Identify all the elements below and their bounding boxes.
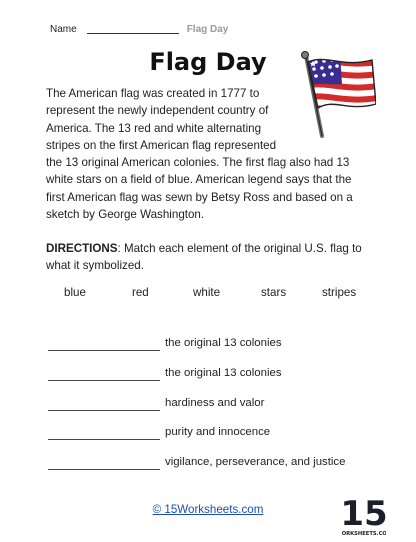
match-clue: the original 13 colonies [165,337,282,349]
answer-blank[interactable] [48,469,160,470]
passage-line: stripes on the first American flag represented [46,138,277,152]
passage-line: the 13 original American colonies. The first flag also had 13 [46,156,350,170]
directions-label: DIRECTIONS [46,242,118,255]
match-clue: the original 13 colonies [165,367,282,379]
answer-blank[interactable] [48,410,160,411]
badge-number: 15 [342,494,386,534]
word-bank-item: red [132,286,149,299]
word-bank-item: stars [261,286,287,299]
badge-text: ORKSHEETS.CO [342,531,386,537]
word-bank-item: blue [64,286,86,299]
directions-text-cont: what it symbolized. [46,259,144,272]
passage-line: The American flag was created in 1777 to [46,87,260,100]
passage-line: sketch by George Washington. [46,208,205,222]
passage-line: represent the newly independent country of [46,104,269,118]
answer-blank[interactable] [48,350,160,351]
answer-blank[interactable] [48,439,160,440]
match-clue: purity and innocence [165,426,271,438]
worksheet-topic: Flag Day [186,24,229,35]
page-title: Flag Day [149,48,267,76]
directions [46,240,376,274]
passage-line: first American flag was sewn by Betsy Ross and based on a [46,190,353,204]
copyright-link[interactable]: © 15Worksheets.com [152,503,264,516]
name-label: Name [50,24,77,35]
word-bank-item: stripes [322,286,357,299]
match-clue: vigilance, perseverance, and justice [165,456,346,468]
passage [46,85,376,223]
name-row [50,24,228,35]
15worksheets-logo [342,491,386,537]
name-blank-line[interactable] [87,25,179,34]
directions-text: : Match each element of the original U.S. flag to [117,242,362,255]
passage-line: America. The 13 red and white alternating [46,121,262,135]
match-clue: hardiness and valor [165,397,265,409]
answer-blank[interactable] [48,380,160,381]
passage-line: white stars on a field of blue. American legend says that the [46,173,352,187]
word-bank-item: white [193,286,221,299]
